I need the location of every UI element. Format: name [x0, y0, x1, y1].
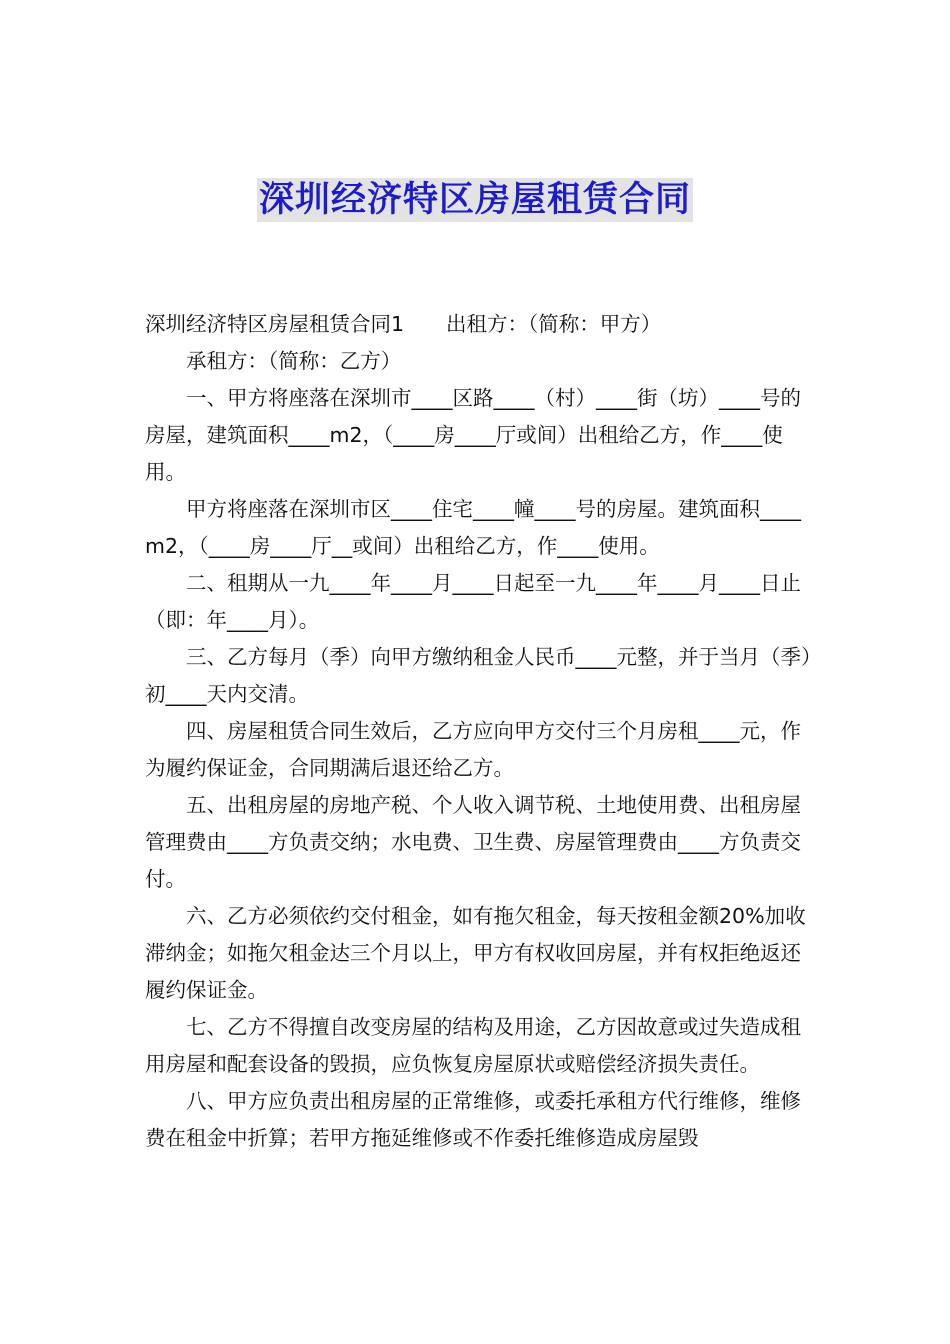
contract-heading-ref: 深圳经济特区房屋租赁合同1	[145, 312, 405, 336]
clause-8: 八、甲方应负责出租房屋的正常维修，或委托承租方代行维修，维修费在租金中折算；若甲方拖延维修或不作委托维修造成房屋毁	[145, 1089, 801, 1150]
contract-header-line	[145, 306, 817, 343]
clause-1-alt: 甲方将座落在深圳市区____住宅____幢____号的房屋。建筑面积____m2，（____房____厅__或间）出租给乙方，作____使用。	[145, 497, 801, 558]
lessor-line: 出租方：（简称：甲方）	[446, 312, 662, 336]
document-body	[145, 306, 817, 1157]
clause-6: 六、乙方必须依约交付租金，如有拖欠租金，每天按租金额20%加收滞纳金；如拖欠租金达三个月以上，甲方有权收回房屋，并有权拒绝返还履约保证金。	[145, 904, 806, 1002]
document-title: 深圳经济特区房屋租赁合同	[258, 180, 691, 220]
title-block	[0, 178, 950, 222]
clause-4: 四、房屋租赁合同生效后，乙方应向甲方交付三个月房租____元，作为履约保证金，合同期满后退还给乙方。	[145, 719, 801, 780]
clause-7: 七、乙方不得擅自改变房屋的结构及用途，乙方因故意或过失造成租用房屋和配套设备的毁损，应负恢复房屋原状或赔偿经济损失责任。	[145, 1015, 801, 1076]
clause-1: 一、甲方将座落在深圳市____区路____（村）____街（坊）____号的房屋，建筑面积____m2，（____房____厅或间）出租给乙方，作____使用。	[145, 386, 801, 484]
clause-5: 五、出租房屋的房地产税、个人收入调节税、土地使用费、出租房屋管理费由____方负责交纳；水电费、卫生费、房屋管理费由____方负责交付。	[145, 793, 801, 891]
clause-2: 二、租期从一九____年____月____日起至一九____年____月____日止（即：年____月）。	[145, 571, 801, 632]
lessee-line: 承租方：（简称：乙方）	[186, 349, 402, 373]
clause-3: 三、乙方每月（季）向甲方缴纳租金人民币____元整，并于当月（季）初____天内交清。	[145, 645, 812, 706]
